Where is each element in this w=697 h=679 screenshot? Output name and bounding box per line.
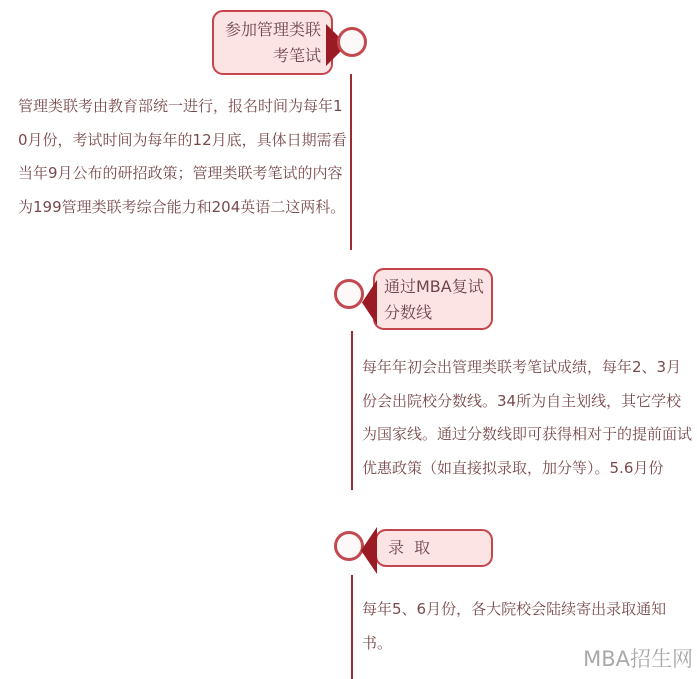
milestone-box-score-line: 通过MBA复试分数线 — [373, 268, 493, 330]
timeline-connector-line-3 — [351, 575, 353, 679]
arrow-left-icon — [361, 527, 377, 574]
arrow-left-icon — [362, 280, 377, 325]
watermark-logo: MBA招生网 — [583, 647, 693, 671]
milestone-box-written-exam: 参加管理类联考笔试 — [212, 10, 333, 75]
step-description-written-exam: 管理类联考由教育部统一进行，报名时间为每年10月份，考试时间为每年的12月底，具体日期需看当年9月公布的研招政策；管理类联考笔试的内容为199管理类联考综合能力和204英语二这两科。 — [18, 97, 347, 216]
timeline-connector-line-2 — [351, 331, 353, 490]
step-description-admission: 每年5、6月份，各大院校会陆续寄出录取通知书。 — [362, 600, 667, 652]
milestone-box-admission: 录 取 — [375, 529, 493, 567]
timeline-node-circle-1 — [337, 27, 367, 57]
step-description-score-line: 每年年初会出管理类联考笔试成绩，每年2、3月份会出院校分数线。34所为自主划线，其它学校为国家线。通过分数线即可获得相对于的提前面试优惠政策（如直接拟录取，加分等）。5.6月份 — [362, 358, 693, 477]
timeline-node-circle-2 — [334, 279, 364, 309]
timeline-node-circle-3 — [334, 531, 364, 561]
